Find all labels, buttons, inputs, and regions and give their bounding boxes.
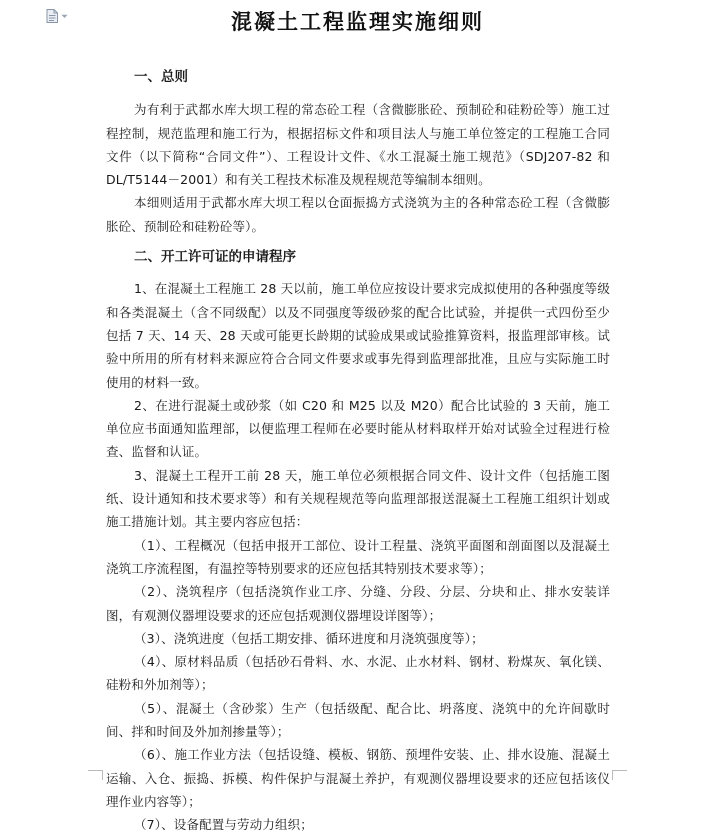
paragraph: 本细则适用于武都水库大坝工程以仓面振捣方式浇筑为主的各种常态砼工程（含微膨胀砼、预制砼和硅粉砼等）。 bbox=[106, 195, 610, 234]
document-title: 混凝土工程监理实施细则 bbox=[231, 9, 484, 34]
list-item: （4）、原材料品质（包括砂石骨料、水、水泥、止水材料、钢材、粉煤灰、氧化镁、硅粉和外加剂等）； bbox=[106, 654, 610, 693]
paragraph: 为有利于武都水库大坝工程的常态砼工程（含微膨胀砼、预制砼和硅粉砼等）施工过程控制，规范监理和施工行为，根据招标文件和项目法人与施工单位签定的工程施工合同文件（以下简称“合同文件”）、工程设计文件、《水工混凝土施工规范》（SDJ207-82 和 DL/T5144－2001）和有关工程技术标准及规程规范等编制本细则。 bbox=[106, 102, 610, 188]
paragraph: 3、混凝土工程开工前 28 天，施工单位必须根据合同文件、设计文件（包括施工图纸、设计通知和技术要求等）和有关规程规范等向监理部报送混凝土工程施工组织计划或施工措施计划。其主要内容应包括： bbox=[106, 467, 610, 530]
list-item: （7）、设备配置与劳动力组织； bbox=[134, 817, 313, 833]
list-item: （1）、工程概况（包括申报开工部位、设计工程量、浇筑平面图和剖面图以及混凝土浇筑工序流程图，有温控等特别要求的还应包括其特别技术要求等）； bbox=[106, 537, 610, 576]
list-item: （5）、混凝土（含砂浆）生产（包括级配、配合比、坍落度、浇筑中的允许间歇时间、拌和时间及外加剂掺量等）； bbox=[106, 700, 610, 740]
list-item: （3）、浇筑进度（包括工期安排、循环进度和月浇筑强度等）； bbox=[134, 630, 484, 646]
list-item: （2）、浇筑程序（包括浇筑作业工序、分缝、分段、分层、分块和止、排水安装详图，有观测仪器埋设要求的还应包括观测仪器埋设详图等）； bbox=[106, 584, 610, 623]
list-item: （6）、施工作业方法（包括设缝、模板、钢筋、预埋件安装、止、排水设施、混凝土运输、入仓、振捣、拆模、构件保护与混凝土养护，有观测仪器埋设要求的还应包括该仪理作业内容等）； bbox=[106, 747, 610, 809]
document-body bbox=[106, 66, 610, 837]
paragraph: 2、在进行混凝土或砂浆（如 C20 和 M25 以及 M20）配合比试验的 3 天前，施工单位应书面通知监理部，以便监理工程师在必要时能从材料取样开始对试验全过程进行检查、监督和认证。 bbox=[106, 397, 610, 460]
section-heading-general: 一、总则 bbox=[134, 69, 188, 85]
section-heading-permit: 二、开工许可证的申请程序 bbox=[134, 249, 296, 266]
paragraph: 1、在混凝土工程施工 28 天以前，施工单位应按设计要求完成拟使用的各种强度等级和各类混凝土（含不同级配）以及不同强度等级砂浆的配合比试验，并提供一式四份至少包括 7 天、14 天、28 天或可能更长龄期的试验成果或试验推算资料，报监理部审核。试验中所用的所有材料来源应符合合同文件要求或事先得到监理部批准，且应与实际施工时使用的材料一致。 bbox=[106, 281, 610, 390]
